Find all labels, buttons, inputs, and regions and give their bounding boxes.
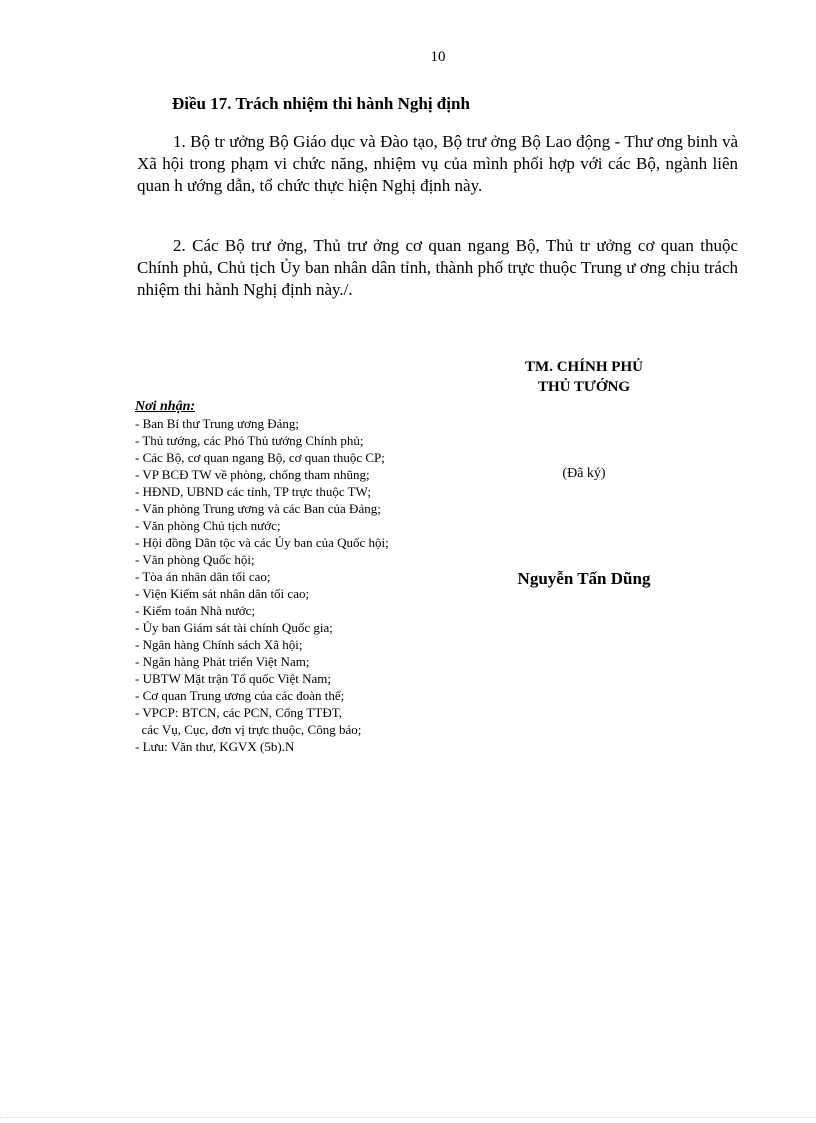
recipient-item: - Ngân hàng Chính sách Xã hội; <box>135 637 303 652</box>
article-paragraph-1: 1. Bộ tr ưởng Bộ Giáo dục và Đào tạo, Bộ trư ởng Bộ Lao động - Thư ơng binh và Xã hội trong phạm vi chức năng, nhiệm vụ của mình phối hợp với các Bộ, ngành liên quan h ướng dẫn, tổ chức thực hiện Nghị định này. <box>137 132 738 195</box>
signature-org-line-1: TM. CHÍNH PHỦ <box>525 359 643 375</box>
recipient-item: - Ngân hàng Phát triển Việt Nam; <box>135 654 310 669</box>
recipient-item: - Hội đồng Dân tộc và các Ủy ban của Quốc hội; <box>135 535 389 550</box>
article-title: Điều 17. Trách nhiệm thi hành Nghị định <box>172 94 470 113</box>
recipient-item: - Ủy ban Giám sát tài chính Quốc gia; <box>135 620 333 635</box>
recipients-list <box>135 415 465 755</box>
signature-org-line-2: THỦ TƯỚNG <box>537 379 631 395</box>
recipients-list-block <box>135 398 465 755</box>
recipient-item: - Viện Kiểm sát nhân dân tối cao; <box>135 586 310 601</box>
recipient-item: - Tòa án nhân dân tối cao; <box>135 569 271 584</box>
recipient-item: - Thủ tướng, các Phó Thủ tướng Chính phủ; <box>135 433 364 448</box>
page-bottom-divider <box>0 1117 816 1118</box>
recipient-item: - VPCP: BTCN, các PCN, Cổng TTĐT, <box>135 705 342 720</box>
recipient-item: - Lưu: Văn thư, KGVX (5b).N <box>135 739 295 754</box>
recipient-item: - Cơ quan Trung ương của các đoàn thể; <box>135 688 345 703</box>
recipient-item: - VP BCĐ TW về phòng, chống tham nhũng; <box>135 467 370 482</box>
recipient-item: - Kiểm toán Nhà nước; <box>135 603 256 618</box>
recipient-item: - Văn phòng Quốc hội; <box>135 552 255 567</box>
recipients-title: Nơi nhận: <box>135 399 196 414</box>
recipient-item: - Văn phòng Chủ tịch nước; <box>135 518 281 533</box>
signer-name: Nguyễn Tấn Dũng <box>517 569 651 588</box>
recipient-item: - Các Bộ, cơ quan ngang Bộ, cơ quan thuộc CP; <box>135 450 385 465</box>
recipient-item: - Văn phòng Trung ương và các Ban của Đảng; <box>135 501 381 516</box>
page-number: 10 <box>430 49 446 65</box>
recipient-item: các Vụ, Cục, đơn vị trực thuộc, Công báo; <box>135 722 362 737</box>
recipient-item: - HĐND, UBND các tỉnh, TP trực thuộc TW; <box>135 484 371 499</box>
article-paragraph-2: 2. Các Bộ trư ởng, Thủ trư ởng cơ quan ngang Bộ, Thủ tr ưởng cơ quan thuộc Chính phủ, Chủ tịch Ủy ban nhân dân tỉnh, thành phố trực thuộc Trung ư ơng chịu trách nhiệm thi hành Nghị định này./. <box>137 236 738 299</box>
signature-status: (Đã ký) <box>562 466 606 481</box>
recipient-item: - Ban Bí thư Trung ương Đảng; <box>135 416 299 431</box>
recipient-item: - UBTW Mặt trận Tổ quốc Việt Nam; <box>135 671 331 686</box>
signature-organization <box>484 357 684 397</box>
